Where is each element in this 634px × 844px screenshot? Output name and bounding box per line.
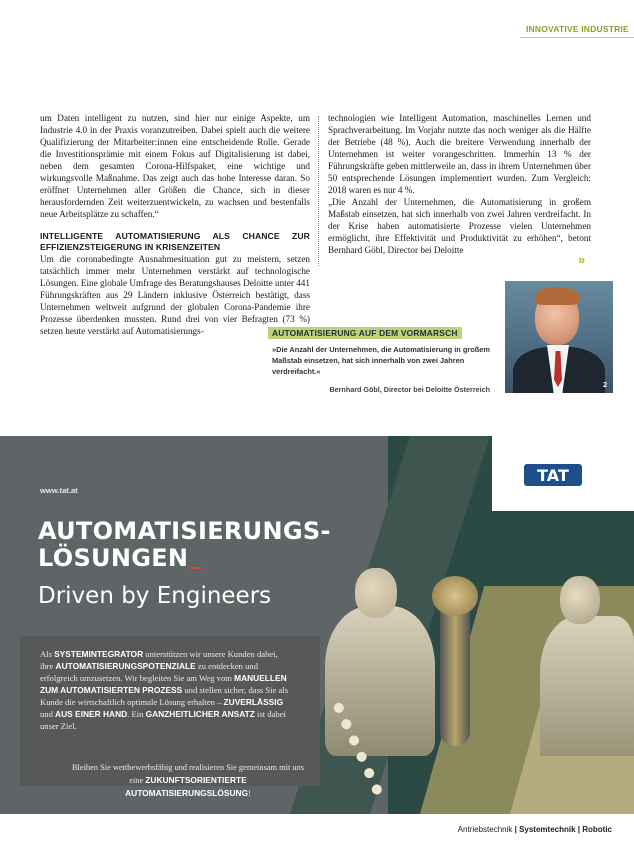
article-paragraph: um Daten intelligent zu nutzen, sind hier nur einige Aspekte, um Industrie 4.0 in der Praxis voranzutreiben. Dabei spielt auch die weitere Qualifizierung der Mitarbeiter:innen eine entscheidende Rolle. Gerade die Investitionsprämie mit einem Fokus auf Digitalisierung ist dabei, neben dem gesamten Corona-Hilfspaket, eine wichtige und wirkungsvolle Maßnahme. Das zeigt auch das hohe Interesse daran. So eröffnet Unternehmen aller Größen die Chance, sich in dieser herausfordernden Zeit weiterzuentwickeln, zu wachsen und bestenfalls neue Arbeitsplätze zu schaffen.“ <box>40 113 310 219</box>
tat-logo-icon <box>524 464 582 486</box>
cursor-underscore-icon <box>190 567 202 569</box>
ad-body-text: Als SYSTEMINTEGRATOR unterstützen wir unsere Kunden dabei, ihre AUTOMATISIERUNGSPOTENZIALE zu entdecken und erfolgreich umzusetzen. Wir begleiten Sie am Weg vom MANUELLEN ZUM AUTOMATISIERTEN PROZESS und stellen sicher, dass Sie als Kunde die wirtschaftlich optimale Lösung erhalten – ZUVERLÄSSIG und AUS EINER HAND. Ein GANZHEITLICHER ANSATZ ist dabei unser Ziel. <box>40 649 289 731</box>
robot-joint <box>432 576 478 616</box>
pull-quote <box>268 323 490 394</box>
ad-body-box <box>20 636 320 798</box>
footer-item-systemtechnik: Systemtechnik <box>519 825 576 834</box>
article-column-right <box>328 112 591 256</box>
photo-hair <box>535 287 579 305</box>
pull-quote-text: »Die Anzahl der Unternehmen, die Automatisierung in großem Maßstab einsetzen, hat sich innerhalb von zwei Jahren verdreifacht.« <box>272 345 490 376</box>
footer-item-antriebstechnik: Antriebstechnik <box>457 825 513 834</box>
section-tag <box>520 20 634 38</box>
tat-advertisement <box>0 436 634 814</box>
ad-footer: Antriebstechnik | Systemtechnik | Robotic <box>457 825 612 834</box>
section-tag-label: INNOVATIVE INDUSTRIE <box>526 24 629 34</box>
tat-logo-text: TAT <box>537 466 569 485</box>
ad-headline-line1: AUTOMATISIERUNGS- <box>38 517 331 545</box>
article-subheading: INTELLIGENTE AUTOMATISIERUNG ALS CHANCE ZUR EFFIZIENZSTEIGERUNG IN KRISENZEITEN <box>40 231 310 252</box>
pull-quote-title: AUTOMATISIERUNG AUF DEM VORMARSCH <box>268 327 462 339</box>
ad-website-link[interactable]: www.tat.at <box>40 486 78 495</box>
article-column-left <box>40 112 310 337</box>
ad-closing-text: Bleiben Sie wettbewerbsfähig und realisieren Sie gemeinsam mit uns eine ZUKUNFTSORIENTIERTE AUTOMATISIERUNGSLÖSUNG! <box>71 763 305 798</box>
photo-number: 2 <box>603 382 607 389</box>
portrait-photo <box>505 281 613 393</box>
article-paragraph: Um die coronabedingte Ausnahmesituation gut zu meistern, setzen tatsächlich immer mehr Unternehmen verstärkt auf technologische Lösungen. Eine globale Umfrage des Beratungshauses Deloitte unter 441 Führungskräften aus 29 Ländern inklusive Österreich bestätigt, dass Unternehmen weltweit aufgrund der globalen Corona-Pandemie ihre Prozesse überdenken mussten. Rund drei von vier Befragten (73 %) setzen heute verstärkt auf Automatisierungs- <box>40 254 310 336</box>
tat-logo-card[interactable] <box>492 436 634 511</box>
engineer-figure-tablet <box>540 616 634 756</box>
engineer-head-tablet <box>560 576 600 624</box>
article-paragraph: „Die Anzahl der Unternehmen, die Automatisierung in großem Maßstab einsetzen, hat sich innerhalb von zwei Jahren verdreifacht. In der Krise haben automatisierte Prozesse vielen Unternehmen ermöglicht, ihre Effektivität und Produktivität zu erhöhen“, betont Bernhard Göbl, Director bei Deloitte <box>328 197 591 255</box>
engineer-head <box>355 568 397 618</box>
ad-headline <box>38 518 331 572</box>
ad-subheadline: Driven by Engineers <box>38 583 272 609</box>
pull-quote-author: Bernhard Göbl, Director bei Deloitte Österreich <box>329 385 490 394</box>
article-paragraph: technologien wie Intelligent Automation, maschinelles Lernen und Sprachverarbeitung. Im Vorjahr nutzte das noch weniger als die Hälfte der Betriebe (48 %). Auch die breitere Verwendung innerhalb der Unternehmen ist weiter vorangeschritten. Immerhin 13 % der Führungskräfte geben mittlerweile an, dass in ihrem Unternehmen über 50 entsprechende Lösungen implementiert wurden. Zum Vergleich: 2018 waren es nur 4 %. <box>328 113 591 195</box>
ad-headline-line2: LÖSUNGEN <box>38 545 331 572</box>
footer-item-robotic: Robotic <box>582 825 612 834</box>
column-divider <box>318 116 319 266</box>
continue-arrow-icon: » <box>578 252 586 267</box>
